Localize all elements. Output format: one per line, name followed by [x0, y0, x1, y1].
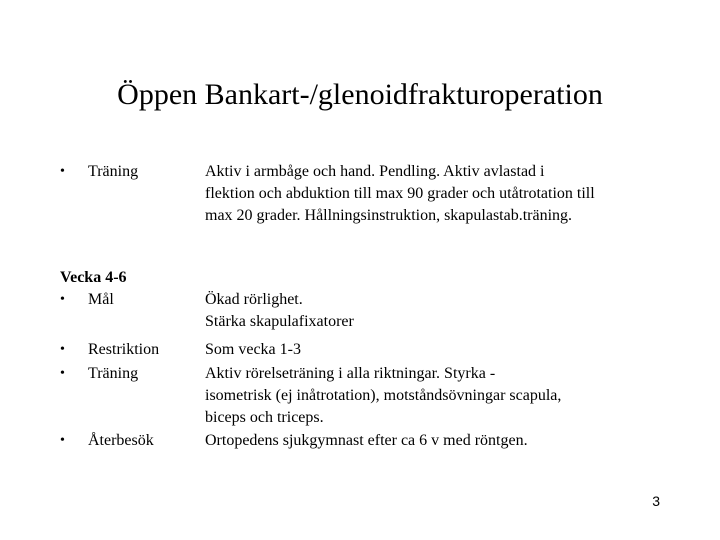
item-label-traning: Träning	[88, 365, 139, 382]
bullet-icon: •	[60, 342, 65, 357]
item-description-traning	[205, 363, 675, 429]
section1-description	[205, 161, 675, 227]
page-number: 3	[652, 493, 660, 509]
description-line: flektion och abduktion till max 90 grader och utåtrotation till	[205, 185, 595, 202]
bullet-icon: •	[60, 433, 65, 448]
bullet-icon: •	[60, 292, 65, 307]
description-line: max 20 grader. Hållningsinstruktion, skapulastab.träning.	[205, 207, 573, 224]
section2-heading: Vecka 4-6	[60, 269, 127, 286]
description-line: Ortopedens sjukgymnast efter ca 6 v med röntgen.	[205, 432, 528, 449]
description-line: isometrisk (ej inåtrotation), motståndsövningar scapula,	[205, 387, 562, 404]
item-label-aterbesok: Återbesök	[88, 432, 154, 449]
item-label-restriktion: Restriktion	[88, 341, 160, 358]
section1-label: Träning	[88, 163, 139, 180]
item-description-restriktion	[205, 339, 675, 361]
item-label-mal: Mål	[88, 291, 114, 308]
bullet-icon: •	[60, 366, 65, 381]
slide-title: Öppen Bankart-/glenoidfrakturoperation	[117, 78, 603, 111]
bullet-icon: •	[60, 164, 65, 179]
item-description-mal	[205, 289, 675, 333]
description-line: Aktiv rörelseträning i alla riktningar. Styrka -	[205, 365, 496, 382]
description-line: Ökad rörlighet.	[205, 291, 303, 308]
description-line: Som vecka 1-3	[205, 341, 301, 358]
description-line: Aktiv i armbåge och hand. Pendling. Aktiv avlastad i	[205, 163, 545, 180]
description-line: biceps och triceps.	[205, 409, 324, 426]
description-line: Stärka skapulafixatorer	[205, 313, 354, 330]
item-description-aterbesok	[205, 430, 675, 452]
